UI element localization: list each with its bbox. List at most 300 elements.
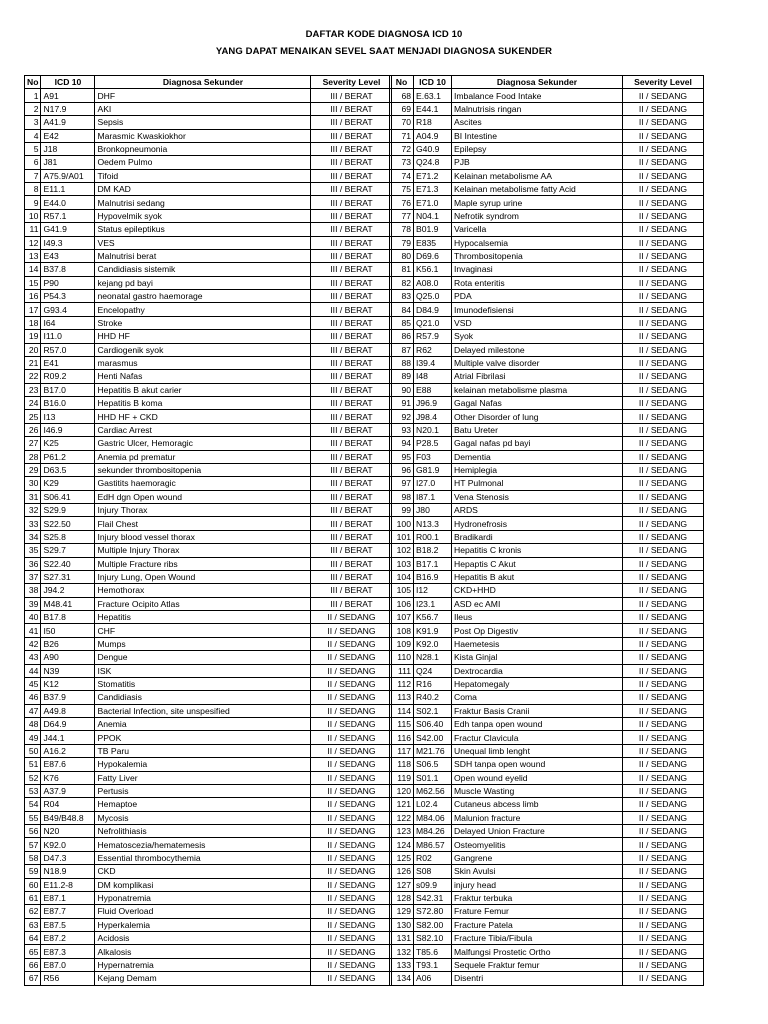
- table-row: [25, 851, 392, 864]
- row-number: 36: [25, 557, 41, 570]
- severity-level: II / SEDANG: [623, 303, 704, 316]
- diagnosis-name: PDA: [452, 290, 623, 303]
- table-row: [390, 156, 704, 169]
- diagnosis-name: Multiple Fracture ribs: [95, 557, 311, 570]
- severity-level: II / SEDANG: [623, 905, 704, 918]
- icd-code: N13.3: [414, 517, 452, 530]
- row-number: 112: [390, 677, 414, 690]
- row-number: 32: [25, 504, 41, 517]
- row-number: 84: [390, 303, 414, 316]
- table-row: [25, 878, 392, 891]
- icd-code: D69.6: [414, 249, 452, 262]
- icd-code: Q25.0: [414, 290, 452, 303]
- row-number: 93: [390, 423, 414, 436]
- severity-level: III / BERAT: [311, 316, 392, 329]
- icd-code: R18: [414, 116, 452, 129]
- diagnosis-name: Atrial Fibrilasi: [452, 370, 623, 383]
- icd-code: G93.4: [41, 303, 95, 316]
- table-row: [390, 236, 704, 249]
- icd-code: S22.50: [41, 517, 95, 530]
- table-row: [25, 504, 392, 517]
- table-row: [390, 611, 704, 624]
- header-severity: Severity Level: [623, 76, 704, 89]
- row-number: 134: [390, 972, 414, 985]
- icd-code: R16: [414, 677, 452, 690]
- diagnosis-name: Fracture Tibia/Fibula: [452, 932, 623, 945]
- icd-code: I27.0: [414, 477, 452, 490]
- icd-code: S82.10: [414, 932, 452, 945]
- row-number: 58: [25, 851, 41, 864]
- table-header-row: [390, 76, 704, 89]
- table-row: [25, 356, 392, 369]
- severity-level: II / SEDANG: [311, 811, 392, 824]
- table-row: [25, 891, 392, 904]
- icd-code: E87.7: [41, 905, 95, 918]
- row-number: 98: [390, 490, 414, 503]
- row-number: 1: [25, 89, 41, 102]
- icd-code: J80: [414, 504, 452, 517]
- table-row: [390, 918, 704, 931]
- table-row: [25, 905, 392, 918]
- table-row: [390, 825, 704, 838]
- row-number: 26: [25, 423, 41, 436]
- icd-code: B01.9: [414, 223, 452, 236]
- severity-level: II / SEDANG: [623, 156, 704, 169]
- diagnosis-name: kejang pd bayi: [95, 276, 311, 289]
- icd-code: K91.9: [414, 624, 452, 637]
- diagnosis-name: Acidosis: [95, 932, 311, 945]
- diagnosis-name: DM KAD: [95, 183, 311, 196]
- row-number: 37: [25, 570, 41, 583]
- diagnosis-name: Multiple valve disorder: [452, 356, 623, 369]
- header-diagnosis: Diagnosa Sekunder: [452, 76, 623, 89]
- diagnosis-name: Fraktur terbuka: [452, 891, 623, 904]
- severity-level: II / SEDANG: [311, 958, 392, 971]
- table-row: [25, 397, 392, 410]
- table-row: [390, 504, 704, 517]
- row-number: 69: [390, 102, 414, 115]
- row-number: 30: [25, 477, 41, 490]
- diagnosis-name: Hepatomegaly: [452, 677, 623, 690]
- table-row: [390, 798, 704, 811]
- icd-code: E71.3: [414, 183, 452, 196]
- diagnosis-name: Nefrolithiasis: [95, 825, 311, 838]
- row-number: 122: [390, 811, 414, 824]
- icd-code: A90: [41, 651, 95, 664]
- row-number: 107: [390, 611, 414, 624]
- severity-level: II / SEDANG: [623, 945, 704, 958]
- table-row: [25, 784, 392, 797]
- icd-table-left: [24, 75, 392, 986]
- icd-code: A08.0: [414, 276, 452, 289]
- table-row: [390, 932, 704, 945]
- severity-level: II / SEDANG: [623, 691, 704, 704]
- diagnosis-name: Sepsis: [95, 116, 311, 129]
- diagnosis-name: Cutaneus abcess limb: [452, 798, 623, 811]
- icd-code: E44.1: [414, 102, 452, 115]
- severity-level: III / BERAT: [311, 597, 392, 610]
- table-row: [390, 718, 704, 731]
- table-row: [25, 798, 392, 811]
- row-number: 7: [25, 169, 41, 182]
- row-number: 63: [25, 918, 41, 931]
- table-row: [25, 209, 392, 222]
- table-row: [390, 891, 704, 904]
- diagnosis-name: TB Paru: [95, 744, 311, 757]
- severity-level: II / SEDANG: [623, 263, 704, 276]
- diagnosis-name: Gagal nafas pd bayi: [452, 437, 623, 450]
- diagnosis-name: marasmus: [95, 356, 311, 369]
- severity-level: II / SEDANG: [623, 758, 704, 771]
- icd-code: N17.9: [41, 102, 95, 115]
- table-row: [25, 945, 392, 958]
- row-number: 31: [25, 490, 41, 503]
- severity-level: II / SEDANG: [311, 651, 392, 664]
- icd-code: I12: [414, 584, 452, 597]
- table-row: [25, 771, 392, 784]
- diagnosis-name: Gastric Ulcer, Hemoragic: [95, 437, 311, 450]
- row-number: 24: [25, 397, 41, 410]
- icd-code: B49/B48.8: [41, 811, 95, 824]
- icd-code: E41: [41, 356, 95, 369]
- icd-code: S02.1: [414, 704, 452, 717]
- table-row: [25, 183, 392, 196]
- diagnosis-name: PJB: [452, 156, 623, 169]
- table-row: [390, 370, 704, 383]
- table-row: [25, 825, 392, 838]
- icd-code: B17.8: [41, 611, 95, 624]
- icd-code: E87.3: [41, 945, 95, 958]
- diagnosis-name: Rota enteritis: [452, 276, 623, 289]
- icd-code: E11.2-8: [41, 878, 95, 891]
- severity-level: II / SEDANG: [623, 570, 704, 583]
- icd-code: S27.31: [41, 570, 95, 583]
- icd-code: E87.0: [41, 958, 95, 971]
- icd-code: M84.26: [414, 825, 452, 838]
- diagnosis-name: Dementia: [452, 450, 623, 463]
- row-number: 72: [390, 142, 414, 155]
- row-number: 105: [390, 584, 414, 597]
- diagnosis-name: EdH dgn Open wound: [95, 490, 311, 503]
- icd-code: S42.31: [414, 891, 452, 904]
- diagnosis-name: Tifoid: [95, 169, 311, 182]
- row-number: 9: [25, 196, 41, 209]
- header-no: No: [390, 76, 414, 89]
- row-number: 25: [25, 410, 41, 423]
- diagnosis-name: BI Intestine: [452, 129, 623, 142]
- row-number: 92: [390, 410, 414, 423]
- severity-level: II / SEDANG: [311, 891, 392, 904]
- severity-level: II / SEDANG: [623, 223, 704, 236]
- table-row: [390, 530, 704, 543]
- table-row: [25, 865, 392, 878]
- diagnosis-name: Epilepsy: [452, 142, 623, 155]
- table-row: [390, 303, 704, 316]
- row-number: 28: [25, 450, 41, 463]
- icd-code: G41.9: [41, 223, 95, 236]
- diagnosis-name: Hemothorax: [95, 584, 311, 597]
- row-number: 88: [390, 356, 414, 369]
- icd-code: A75.9/A01: [41, 169, 95, 182]
- table-row: [25, 932, 392, 945]
- diagnosis-name: Fluid Overload: [95, 905, 311, 918]
- severity-level: III / BERAT: [311, 557, 392, 570]
- severity-level: III / BERAT: [311, 463, 392, 476]
- row-number: 70: [390, 116, 414, 129]
- diagnosis-name: Status epileptikus: [95, 223, 311, 236]
- table-header-row: [25, 76, 392, 89]
- diagnosis-name: Pertusis: [95, 784, 311, 797]
- diagnosis-name: sekunder thrombositopenia: [95, 463, 311, 476]
- table-row: [390, 637, 704, 650]
- diagnosis-name: Invaginasi: [452, 263, 623, 276]
- diagnosis-name: Gagal Nafas: [452, 397, 623, 410]
- severity-level: II / SEDANG: [311, 704, 392, 717]
- severity-level: II / SEDANG: [623, 637, 704, 650]
- diagnosis-name: ASD ec AMI: [452, 597, 623, 610]
- icd-code: P90: [41, 276, 95, 289]
- icd-code: T85.6: [414, 945, 452, 958]
- severity-level: II / SEDANG: [623, 677, 704, 690]
- table-row: [390, 704, 704, 717]
- severity-level: II / SEDANG: [623, 169, 704, 182]
- row-number: 128: [390, 891, 414, 904]
- table-row: [25, 838, 392, 851]
- diagnosis-name: Hepatitis B koma: [95, 397, 311, 410]
- severity-level: III / BERAT: [311, 356, 392, 369]
- icd-code: I23.1: [414, 597, 452, 610]
- severity-level: III / BERAT: [311, 303, 392, 316]
- diagnosis-name: Sequele Fraktur femur: [452, 958, 623, 971]
- icd-code: B37.9: [41, 691, 95, 704]
- diagnosis-name: CKD+HHD: [452, 584, 623, 597]
- table-row: [390, 102, 704, 115]
- table-row: [390, 423, 704, 436]
- severity-level: II / SEDANG: [623, 142, 704, 155]
- row-number: 12: [25, 236, 41, 249]
- icd-code: R57.1: [41, 209, 95, 222]
- table-row: [25, 196, 392, 209]
- table-row: [390, 397, 704, 410]
- row-number: 91: [390, 397, 414, 410]
- icd-code: G81.9: [414, 463, 452, 476]
- severity-level: II / SEDANG: [623, 249, 704, 262]
- severity-level: II / SEDANG: [311, 932, 392, 945]
- severity-level: II / SEDANG: [623, 718, 704, 731]
- table-row: [390, 89, 704, 102]
- diagnosis-name: Hyponatremia: [95, 891, 311, 904]
- diagnosis-name: Disentri: [452, 972, 623, 985]
- severity-level: III / BERAT: [311, 330, 392, 343]
- diagnosis-name: Anemia pd prematur: [95, 450, 311, 463]
- icd-code: N28.1: [414, 651, 452, 664]
- row-number: 133: [390, 958, 414, 971]
- diagnosis-name: Kejang Demam: [95, 972, 311, 985]
- row-number: 23: [25, 383, 41, 396]
- icd-code: S06.40: [414, 718, 452, 731]
- table-row: [25, 169, 392, 182]
- diagnosis-name: Vena Stenosis: [452, 490, 623, 503]
- row-number: 57: [25, 838, 41, 851]
- diagnosis-name: Delayed Union Fracture: [452, 825, 623, 838]
- row-number: 79: [390, 236, 414, 249]
- row-number: 59: [25, 865, 41, 878]
- table-row: [25, 584, 392, 597]
- table-row: [25, 450, 392, 463]
- table-row: [25, 758, 392, 771]
- icd-code: A41.9: [41, 116, 95, 129]
- row-number: 100: [390, 517, 414, 530]
- severity-level: II / SEDANG: [311, 972, 392, 985]
- row-number: 101: [390, 530, 414, 543]
- row-number: 39: [25, 597, 41, 610]
- table-row: [390, 597, 704, 610]
- severity-level: II / SEDANG: [623, 624, 704, 637]
- row-number: 87: [390, 343, 414, 356]
- diagnosis-name: Hepaptis C Akut: [452, 557, 623, 570]
- severity-level: III / BERAT: [311, 544, 392, 557]
- row-number: 102: [390, 544, 414, 557]
- severity-level: II / SEDANG: [623, 330, 704, 343]
- row-number: 56: [25, 825, 41, 838]
- diagnosis-name: Fracture Ocipito Atlas: [95, 597, 311, 610]
- diagnosis-name: Imunodefisiensi: [452, 303, 623, 316]
- row-number: 127: [390, 878, 414, 891]
- diagnosis-name: Malnutrisi sedang: [95, 196, 311, 209]
- diagnosis-name: Maple syrup urine: [452, 196, 623, 209]
- severity-level: II / SEDANG: [311, 878, 392, 891]
- row-number: 19: [25, 330, 41, 343]
- icd-code: P28.5: [414, 437, 452, 450]
- icd-code: B37.8: [41, 263, 95, 276]
- icd-code: R00.1: [414, 530, 452, 543]
- diagnosis-name: Skin Avulsi: [452, 865, 623, 878]
- icd-code: S01.1: [414, 771, 452, 784]
- diagnosis-name: Post Op Digestiv: [452, 624, 623, 637]
- icd-code: I11.0: [41, 330, 95, 343]
- icd-code: B17.0: [41, 383, 95, 396]
- diagnosis-name: Oedem Pulmo: [95, 156, 311, 169]
- table-row: [390, 972, 704, 985]
- table-row: [25, 597, 392, 610]
- diagnosis-name: injury head: [452, 878, 623, 891]
- table-row: [390, 116, 704, 129]
- severity-level: II / SEDANG: [623, 744, 704, 757]
- table-row: [390, 677, 704, 690]
- severity-level: II / SEDANG: [623, 116, 704, 129]
- severity-level: II / SEDANG: [623, 651, 704, 664]
- row-number: 34: [25, 530, 41, 543]
- diagnosis-name: Edh tanpa open wound: [452, 718, 623, 731]
- row-number: 86: [390, 330, 414, 343]
- icd-code: D63.5: [41, 463, 95, 476]
- header-icd: ICD 10: [414, 76, 452, 89]
- severity-level: III / BERAT: [311, 343, 392, 356]
- diagnosis-name: Nefrotik syndrom: [452, 209, 623, 222]
- icd-code: A04.9: [414, 129, 452, 142]
- icd-code: R02: [414, 851, 452, 864]
- row-number: 18: [25, 316, 41, 329]
- severity-level: II / SEDANG: [311, 784, 392, 797]
- severity-level: II / SEDANG: [623, 356, 704, 369]
- icd-code: F03: [414, 450, 452, 463]
- table-row: [25, 383, 392, 396]
- severity-level: III / BERAT: [311, 370, 392, 383]
- diagnosis-name: Gastitits haemoragic: [95, 477, 311, 490]
- table-row: [25, 423, 392, 436]
- row-number: 132: [390, 945, 414, 958]
- diagnosis-name: ISK: [95, 664, 311, 677]
- icd-code: A06: [414, 972, 452, 985]
- table-row: [25, 463, 392, 476]
- row-number: 68: [390, 89, 414, 102]
- icd-table-right: [389, 75, 704, 986]
- icd-code: S29.7: [41, 544, 95, 557]
- row-number: 77: [390, 209, 414, 222]
- diagnosis-name: Other Disorder of lung: [452, 410, 623, 423]
- severity-level: II / SEDANG: [623, 811, 704, 824]
- table-row: [25, 624, 392, 637]
- severity-level: II / SEDANG: [623, 798, 704, 811]
- icd-code: S42.00: [414, 731, 452, 744]
- severity-level: III / BERAT: [311, 236, 392, 249]
- row-number: 116: [390, 731, 414, 744]
- severity-level: II / SEDANG: [311, 918, 392, 931]
- table-row: [390, 330, 704, 343]
- diagnosis-name: ARDS: [452, 504, 623, 517]
- table-row: [25, 517, 392, 530]
- severity-level: III / BERAT: [311, 477, 392, 490]
- row-number: 130: [390, 918, 414, 931]
- diagnosis-name: HHD HF: [95, 330, 311, 343]
- table-row: [390, 490, 704, 503]
- severity-level: III / BERAT: [311, 504, 392, 517]
- diagnosis-name: Hepatitis B akut carier: [95, 383, 311, 396]
- table-row: [25, 704, 392, 717]
- row-number: 61: [25, 891, 41, 904]
- row-number: 125: [390, 851, 414, 864]
- icd-code: M86.57: [414, 838, 452, 851]
- table-row: [390, 878, 704, 891]
- severity-level: II / SEDANG: [311, 945, 392, 958]
- row-number: 4: [25, 129, 41, 142]
- diagnosis-name: Malnutrisi berat: [95, 249, 311, 262]
- diagnosis-name: Essential thrombocythemia: [95, 851, 311, 864]
- diagnosis-name: Frature Femur: [452, 905, 623, 918]
- icd-code: P61.2: [41, 450, 95, 463]
- severity-level: II / SEDANG: [311, 851, 392, 864]
- table-row: [25, 557, 392, 570]
- diagnosis-name: CHF: [95, 624, 311, 637]
- icd-code: M21.76: [414, 744, 452, 757]
- diagnosis-name: Hypernatremia: [95, 958, 311, 971]
- diagnosis-name: Hemiplegia: [452, 463, 623, 476]
- icd-code: E43: [41, 249, 95, 262]
- icd-code: J18: [41, 142, 95, 155]
- icd-code: s09.9: [414, 878, 452, 891]
- icd-code: E87.2: [41, 932, 95, 945]
- document-title: DAFTAR KODE DIAGNOSA ICD 10: [305, 29, 463, 40]
- diagnosis-name: SDH tanpa open wound: [452, 758, 623, 771]
- icd-code: R57.0: [41, 343, 95, 356]
- row-number: 3: [25, 116, 41, 129]
- table-row: [390, 731, 704, 744]
- severity-level: II / SEDANG: [623, 517, 704, 530]
- diagnosis-name: Batu Ureter: [452, 423, 623, 436]
- row-number: 67: [25, 972, 41, 985]
- diagnosis-name: Dengue: [95, 651, 311, 664]
- severity-level: III / BERAT: [311, 423, 392, 436]
